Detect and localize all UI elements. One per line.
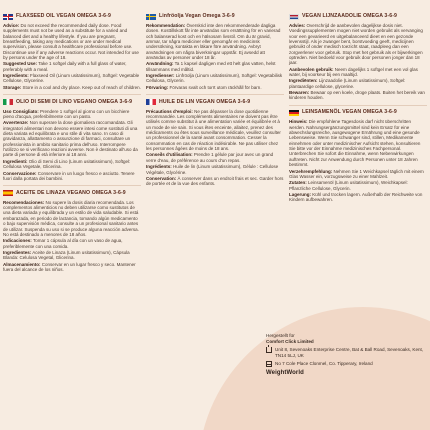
heading-es: ACEITE DE LINAZA VEGANO OMEGA 3-6-9 [3,190,141,197]
column-left [3,13,141,276]
germany-flag-icon [289,110,299,116]
heading-sv: Linfröolja Vegan Omega 3-6-9 [146,13,284,20]
text-en: Advice: Do not exceed the recommended daily dose. Food supplements must not be used as a substitute for a varied and balanced diet and a healthy lifestyle. If you are pregnant, breastfeeding, taking any medications or are under medical supervision, please consult a healthcare professional before use. Discontinue use if any adverse reactions occur. Not intended for use by persons under the age of 18. Suggested Use: Take 1 softgel daily with a full glass of water, preferably with a meal. Ingredients: Flaxseed Oil (Linum usitatissimum), Softgel: Vegetable Cellulose, Glycerine. Storage: Store in a cool and dry place. Keep out of reach of children. [3,23,141,90]
heading-fr: HUILE DE LIN VEGAN OMEGA 3-6-9 [146,99,284,106]
france-flag-icon [146,99,156,105]
heading-nl: VEGAN LIJNZAADOLIE OMEGA 3-6-9 [289,13,427,20]
section-nl [289,13,427,101]
text-it: Uso Consigliato: Prendere 1 softgel al giorno con un bicchiere pieno d'acqua, preferibilmente con un pasto. Avvertenze: Non superare la dose giornaliera raccomandata. Gli integratori alimentari non devono essere intesi come sostituti di una dieta variata ed equilibrata e uno stile di vita sano. In caso di gravidanza, allattamento o assunzione di farmaci, consultare un professionista in ambito sanitario prima dell'uso. Interrompere l'utilizzo se si verificano reazioni avverse. Non è destinato all'uso da parte di persone di età inferiore ai 18 anni. Ingredienti: Olio di Semi di Lino (Linum usitatissimum), Softgel: Cellulosa Vegetale, Glicerina. Conservazione: Conservare in un luogo fresco e asciutto. Tenere fuori dalla portata dei bambini. [3,108,138,181]
column-middle [146,13,284,191]
heading-de: LEINSAMENÖL VEGAN OMEGA 3-6-9 [289,109,427,116]
heading-it: OLIO DI SEMI DI LINO VEGANO OMEGA 3-6-9 [3,99,141,106]
section-sv [146,13,284,90]
package-icon [266,361,272,367]
factory-icon [266,347,272,353]
text-sv: Rekommendation: Överskrid inte den rekommenderade dagliga dosen. Kosttillskott får inte användas som ersättning för en varierad och balanserad kost och en hälsosam livsstil. Om du är gravid, ammar, tar några mediciner eller genomgår en medicinsk undersökning, kontakta en läkare före användning. Avbryt användningen om några biverkningar uppstår. Ej avsedd att användas av personer under 18 år. Användning: Ta 1 kapsel dagligen med ett helt glas vatten, helst tillsammans med måltid. Ingredienser: Linfröolja (Linum usitatissimum), Softgel: Vegetabilisk Cellulosa, Glycerin. Förvaring: Förvaras svalt och torrt utom räckhåll för barn. [146,23,283,90]
divider [146,94,284,95]
italy-flag-icon [3,99,13,105]
section-es [3,190,141,272]
divider [3,94,141,95]
uk-flag-icon [3,14,13,20]
manufacturer-info [266,333,426,377]
text-de: Hinweis: Die empfohlene Tagesdosis darf nicht überschritten werden. Nahrungsergänzungsmittel sind kein Ersatz für eine abwechslungsreiche, ausgewogene Ernährung und eine gesunde Lebensweise. Wenn Sie schwanger sind, stillen, Medikamente einnehmen oder unter medizinischer Aufsicht stehen, konsultieren Sie bitte vor der Einnahme medizinisches Fachpersonal. Unterbrechen Sie sofort die Einnahme, wenn Nebenwirkungen auftreten. Nicht zur Anwendung durch Personen unter 18 Jahren bestimmt. Verzehrempfehlung: Nehmen Sie 1 Weichkapsel täglich mit einem Glas Wasser ein, vorzugsweise zu einer Mahlzeit. Zutaten: Leinsamenöl (Linum usitatissimum), Weichkapsel: Pflanzliche Cellulose, Glycerin. Lagerung: Kühl und trocken lagern. Außerhalb der Reichweite von Kindern aufbewahren. [289,119,424,203]
text-es: Recomendaciones: No supere la dosis diaria recomendada. Los complementos alimenticios no deben utilizarse como sustitutos de una dieta variada y equilibrada y un estilo de vida saludable. Si está embarazada, en periodo de lactancia, tomando algún medicamento o bajo supervisión médica, consulte a un profesional sanitario antes de utilizar. Suspenda su uso si se produce alguna reacción adversa. No está destinado a menores de 18 años. Indicaciones: Tomar 1 cápsula al día con un vaso de agua, preferiblemente con una comida. Ingredientes: Aceite de Linaza (Linum usitatissimum), Cápsula Blanda: Celulosa Vegetal, Glicerina. Almacenamiento: Conservar en un lugar fresco y seco. Mantener fuera del alcance de los niños. [3,199,139,272]
heading-en: FLAXSEED OIL VEGAN OMEGA 3-6-9 [3,13,141,20]
column-right [289,13,427,207]
brand-logo: WeightWorld [266,370,304,377]
divider [3,185,141,186]
section-fr [146,99,284,187]
netherlands-flag-icon [289,14,299,20]
text-fr: Précautions d'emploi: Ne pas dépasser la dose quotidienne recommandée. Les compléments alimentaires ne doivent pas être utilisés comme substitut à une alimentation variée et équilibrée et à un mode de vie sain. Si vous êtes enceinte, allaitez, prenez des médicaments ou êtes sous surveillance médicale, veuillez consulter un professionnel de la santé avant consommation. Cesser la consommation en cas de réaction indésirable. Ne pas utiliser chez les personnes âgées de moins de 18 ans. Conseils d'utilisation: Prendre 1 gélule par jour avec un grand verre d'eau, de préférence au cours d'un repas. Ingrédients: Huile de lin (Linum usitatissimum), Gélule : Cellulose Végétale, Glycérine. Conservation: À conserver dans un endroit frais et sec. Garder hors de portée et de la vue des enfants. [146,108,284,187]
sweden-flag-icon [146,14,156,20]
spain-flag-icon [3,190,13,196]
section-en [3,13,141,90]
manufactured-for: Hergestellt für Comfort Click Limited [266,333,314,344]
divider [289,105,427,106]
address-uk: Unit 8, Sevenoaks Enterprise Centre, Bat & Ball Road, Sevenoaks, Kent, TN14 5LJ, UK [266,347,426,358]
section-it [3,99,141,181]
text-nl: Advies: Overschrijd de aanbevolen dagelijkse dosis niet. Voedingssupplementen mogen niet worden gebruikt als vervanging voor een gevarieerd en uitgebalanceerd dieet en een gezonde levensstijl. Als je zwanger bent, borstvoeding geeft, medicijnen gebruikt of onder medisch toezicht staat, raadpleeg dan een zorgverlener voor gebruik. Stop met het gebruik als er bijwerkingen optreden. Niet bedoeld voor gebruik door personen jonger dan 18 jaar. Aanbevolen gebruik: Neem dagelijks 1 softgel met een vol glas water, bij voorkeur bij een maaltijd. Ingrediënten: Lijnzaadolie (Linum usitatissimum), Softgel: plantaardige cellulose, glycerine. Bewaren: Bewaar op een koele, droge plaats. Buiten het bereik van kinderen houden. [289,23,425,101]
section-de [289,109,427,202]
address-ie: No 7 Cole Place Clonmel, Co. Tipperary, Ireland [266,361,426,367]
